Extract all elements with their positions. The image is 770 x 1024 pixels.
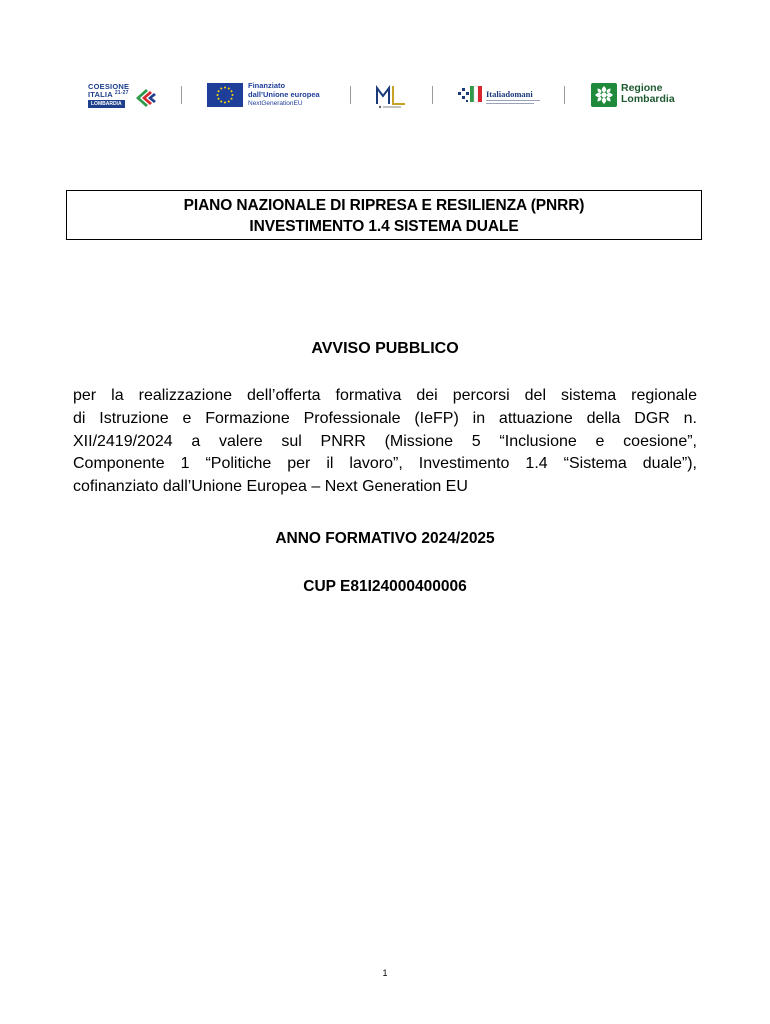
lombardia-line1: Regione: [621, 82, 663, 94]
italiadomani-logo: [456, 82, 546, 110]
logo-separator: [432, 86, 433, 104]
avviso-body: [73, 385, 697, 499]
body-line: per la realizzazione dell’offerta formativa dei percorsi del sistema regionale: [73, 387, 697, 404]
italiadomani-subtitle-line: [486, 100, 540, 101]
coesione-years: 21-27: [114, 90, 129, 96]
logo-separator: [350, 86, 351, 104]
coesione-line2: [88, 90, 129, 99]
anno-formativo: ANNO FORMATIVO 2024/2025: [275, 530, 495, 547]
eu-line3: NextGenerationEU: [248, 100, 303, 107]
regione-lombardia-logo: [591, 81, 691, 111]
coesione-line1: COESIONE: [88, 82, 130, 91]
eu-line1: Finanziato: [248, 81, 286, 90]
italiadomani-wordmark: [486, 89, 533, 99]
body-line: XII/2419/2024 a valere sul PNRR (Missione 5 “Inclusione e coesione”,: [73, 432, 697, 450]
italiadomani-mark-icon: [456, 82, 484, 108]
italiadomani-brand-b: domani: [505, 89, 533, 99]
ministero-lavoro-logo: [374, 82, 408, 110]
lombardia-line2: Lombardia: [621, 93, 675, 105]
lombardia-text: [621, 83, 675, 105]
body-line: di Istruzione e Formazione Professionale (IeFP) in attuazione della DGR n.: [73, 409, 697, 427]
cup-code: CUP E81I24000400006: [303, 578, 467, 595]
coesione-italia-text: ITALIA: [88, 90, 113, 99]
logo-strip: [0, 76, 770, 116]
italiadomani-brand-a: Italia: [486, 89, 506, 99]
logo-separator: [181, 86, 182, 104]
italiadomani-subtitle-line: [486, 103, 534, 104]
title-line2: INVESTIMENTO 1.4 SISTEMA DUALE: [249, 218, 519, 235]
ministero-emblem-icon: [374, 82, 408, 110]
logo-separator: [564, 86, 565, 104]
eu-flag-icon: [207, 83, 243, 107]
page-number: 1: [382, 968, 388, 978]
coesione-arrow-icon: [134, 87, 158, 109]
eu-funding-logo: [207, 81, 337, 113]
body-line: cofinanziato dall’Unione Europea – Next Generation EU: [73, 478, 468, 496]
coesione-badge: LOMBARDIA: [88, 100, 125, 108]
lombardia-rose-icon: [591, 83, 617, 107]
coesione-italia-logo: [88, 82, 160, 112]
title-line1: PIANO NAZIONALE DI RIPRESA E RESILIENZA (PNRR): [183, 197, 585, 214]
eu-line2: dall’Unione europea: [248, 90, 320, 99]
body-line: Componente 1 “Politiche per il lavoro”, Investimento 1.4 “Sistema duale”),: [73, 455, 697, 473]
avviso-heading: AVVISO PUBBLICO: [311, 340, 459, 357]
eu-funding-text: [248, 81, 320, 108]
title-box: [66, 190, 702, 240]
